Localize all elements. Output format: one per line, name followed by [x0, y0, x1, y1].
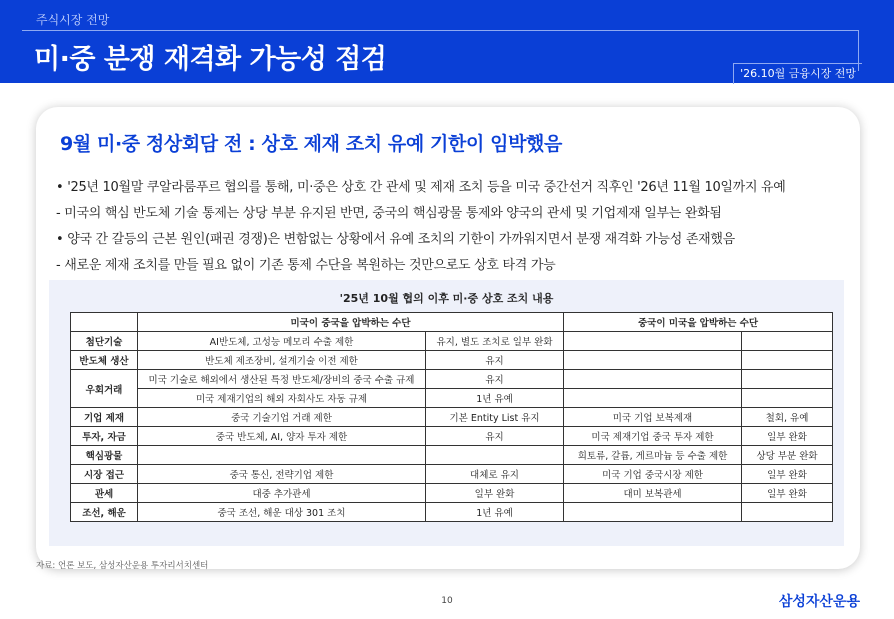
- page-number: 10: [441, 596, 453, 606]
- row-category: 반도체 생산: [71, 351, 138, 370]
- cn-measure: [564, 332, 742, 351]
- cn-status: [742, 503, 833, 522]
- bullet-subitem: - 미국의 핵심 반도체 기술 통제는 상당 부분 유지된 반면, 중국의 핵심광물 통제와 양국의 관세 및 기업제재 일부는 완화됨: [56, 206, 722, 221]
- row-category: 기업 제재: [71, 408, 138, 427]
- header-cn: 중국이 미국을 압박하는 수단: [564, 313, 833, 332]
- us-status: [426, 446, 564, 465]
- content-card: [36, 107, 860, 569]
- us-status: 유지: [426, 427, 564, 446]
- company-logo: 삼성자산운용: [778, 594, 860, 610]
- table-row: [71, 389, 833, 408]
- row-category: 우회거래: [71, 370, 138, 408]
- row-category: 첨단기술: [71, 332, 138, 351]
- table-row: [71, 446, 833, 465]
- table-header-row: [71, 313, 833, 332]
- bullet-item: • '25년 10월말 쿠알라룸푸르 협의를 통해, 미·중은 상호 간 관세 및 제재 조치 등을 미국 중간선거 직후인 '26년 11월 10일까지 유예: [56, 180, 786, 195]
- cn-measure: [564, 351, 742, 370]
- report-tag: '26.10월 금융시장 전망: [733, 63, 862, 84]
- us-measure: [138, 446, 426, 465]
- header-banner: [0, 0, 894, 83]
- cn-status: 일부 완화: [742, 484, 833, 503]
- cn-measure: 희토류, 갈륨, 게르마늄 등 수출 제한: [564, 446, 742, 465]
- row-category: 조선, 해운: [71, 503, 138, 522]
- us-measure: 중국 기술기업 거래 제한: [138, 408, 426, 427]
- cn-status: [742, 351, 833, 370]
- table-row: [71, 484, 833, 503]
- table-row: [71, 408, 833, 427]
- cn-status: 일부 완화: [742, 465, 833, 484]
- cn-measure: [564, 503, 742, 522]
- section-label: 주식시장 전망: [36, 13, 110, 27]
- us-status: 유지, 별도 조치로 일부 완화: [426, 332, 564, 351]
- us-status: 유지: [426, 351, 564, 370]
- cn-status: 철회, 유예: [742, 408, 833, 427]
- us-status: 일부 완화: [426, 484, 564, 503]
- us-status: 기본 Entity List 유지: [426, 408, 564, 427]
- us-measure: AI반도체, 고성능 메모리 수출 제한: [138, 332, 426, 351]
- bullet-list: [56, 175, 856, 279]
- bullet-subitem: - 새로운 제재 조치를 만들 필요 없이 기존 통제 수단을 복원하는 것만으로도 상호 타격 가능: [56, 258, 556, 273]
- us-status: 1년 유예: [426, 503, 564, 522]
- cn-measure: 미국 제재기업 중국 투자 제한: [564, 427, 742, 446]
- table-row: [71, 503, 833, 522]
- us-status: 유지: [426, 370, 564, 389]
- us-status: 1년 유예: [426, 389, 564, 408]
- source-note: 자료: 언론 보도, 삼성자산운용 투자리서치센터: [36, 561, 209, 571]
- row-category: 투자, 자금: [71, 427, 138, 446]
- row-category: 관세: [71, 484, 138, 503]
- row-category: 시장 접근: [71, 465, 138, 484]
- table-panel: [49, 280, 844, 546]
- table-row: [71, 370, 833, 389]
- page-title: 미·중 분쟁 재격화 가능성 점검: [34, 44, 387, 75]
- table-row: [71, 351, 833, 370]
- us-measure: 미국 기술로 해외에서 생산된 특정 반도체/장비의 중국 수출 규제: [138, 370, 426, 389]
- header-blank: [71, 313, 138, 332]
- cn-status: [742, 332, 833, 351]
- cn-measure: 대미 보복관세: [564, 484, 742, 503]
- header-us: 미국이 중국을 압박하는 수단: [138, 313, 564, 332]
- table-row: [71, 332, 833, 351]
- cn-status: 상당 부분 완화: [742, 446, 833, 465]
- us-measure: 대중 추가관세: [138, 484, 426, 503]
- table-caption: '25년 10월 협의 이후 미·중 상호 조치 내용: [339, 292, 554, 305]
- us-status: 대체로 유지: [426, 465, 564, 484]
- bullet-item: • 양국 간 갈등의 근본 원인(패권 경쟁)은 변함없는 상황에서 유예 조치의 기한이 가까워지면서 분쟁 재격화 가능성 존재했음: [56, 232, 735, 247]
- cn-status: [742, 370, 833, 389]
- cn-measure: [564, 389, 742, 408]
- measures-table: [70, 312, 833, 522]
- us-measure: 반도체 제조장비, 설계기술 이전 제한: [138, 351, 426, 370]
- cn-measure: 미국 기업 중국시장 제한: [564, 465, 742, 484]
- cn-status: 일부 완화: [742, 427, 833, 446]
- cn-status: [742, 389, 833, 408]
- us-measure: 미국 제재기업의 해외 자회사도 자동 규제: [138, 389, 426, 408]
- cn-measure: [564, 370, 742, 389]
- table-row: [71, 427, 833, 446]
- us-measure: 중국 반도체, AI, 양자 투자 제한: [138, 427, 426, 446]
- table-row: [71, 465, 833, 484]
- us-measure: 중국 통신, 전략기업 제한: [138, 465, 426, 484]
- us-measure: 중국 조선, 해운 대상 301 조치: [138, 503, 426, 522]
- cn-measure: 미국 기업 보복제재: [564, 408, 742, 427]
- card-title: 9월 미·중 정상회담 전 : 상호 제재 조치 유예 기한이 임박했음: [60, 133, 562, 155]
- row-category: 핵심광물: [71, 446, 138, 465]
